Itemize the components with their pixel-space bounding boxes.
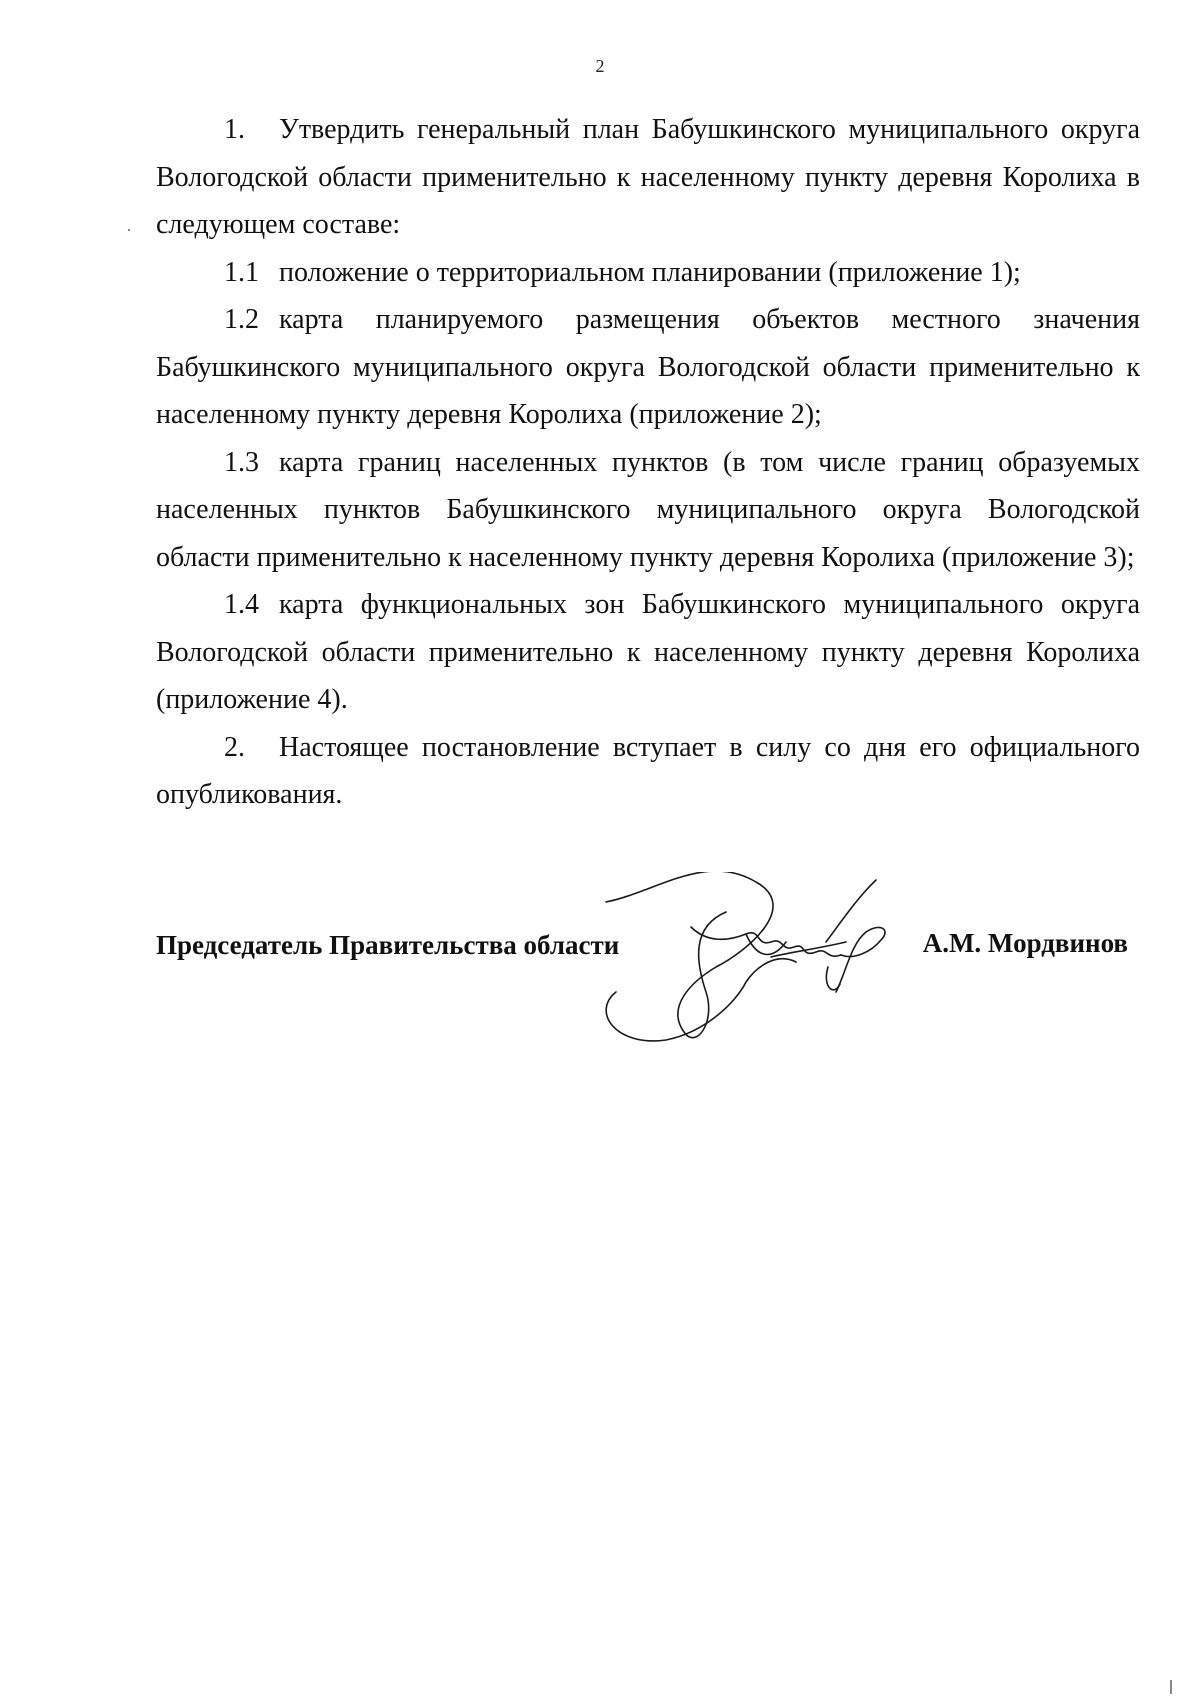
list-item <box>156 724 1140 819</box>
item-text: карта границ населенных пунктов (в том числе границ образуемых населенных пунктов Бабушкинского муниципального округа Вологодской области применительно к населенному пункту деревня Королиха (приложение 3); <box>156 446 1140 573</box>
list-item <box>156 296 1140 439</box>
item-number: 1.4 <box>224 589 259 620</box>
signature-block <box>156 930 1140 1090</box>
document-body <box>156 106 1140 819</box>
signer-name: А.М. Мордвинов <box>922 928 1128 958</box>
list-item <box>156 249 1140 297</box>
list-item <box>156 106 1140 249</box>
scan-speck <box>1170 1680 1172 1694</box>
list-item <box>156 581 1140 724</box>
item-text: Настоящее постановление вступает в силу со дня его официального опубликования. <box>156 731 1140 810</box>
handwritten-signature <box>596 872 926 1072</box>
page-number: 2 <box>595 56 605 76</box>
item-text: положение о территориальном планировании (приложение 1); <box>279 256 1021 288</box>
item-text: карта функциональных зон Бабушкинского муниципального округа Вологодской области применительно к населенному пункту деревня Королиха (приложение 4). <box>156 589 1140 715</box>
item-number: 1.1 <box>224 256 259 288</box>
scan-speck <box>128 229 130 231</box>
item-text: Утвердить генеральный план Бабушкинского муниципального округа Вологодской области применительно к населенному пункту деревня Королиха в следующем составе: <box>156 114 1140 240</box>
item-text: карта планируемого размещения объектов местного значения Бабушкинского муниципального округа Вологодской области применительно к населенному пункту деревня Королиха (приложение 2); <box>156 304 1140 430</box>
item-number: 2. <box>224 731 245 763</box>
item-number: 1.3 <box>224 446 259 478</box>
list-item <box>156 439 1140 582</box>
signer-title: Председатель Правительства области <box>156 930 620 960</box>
item-number: 1. <box>224 114 245 145</box>
item-number: 1.2 <box>224 304 259 335</box>
